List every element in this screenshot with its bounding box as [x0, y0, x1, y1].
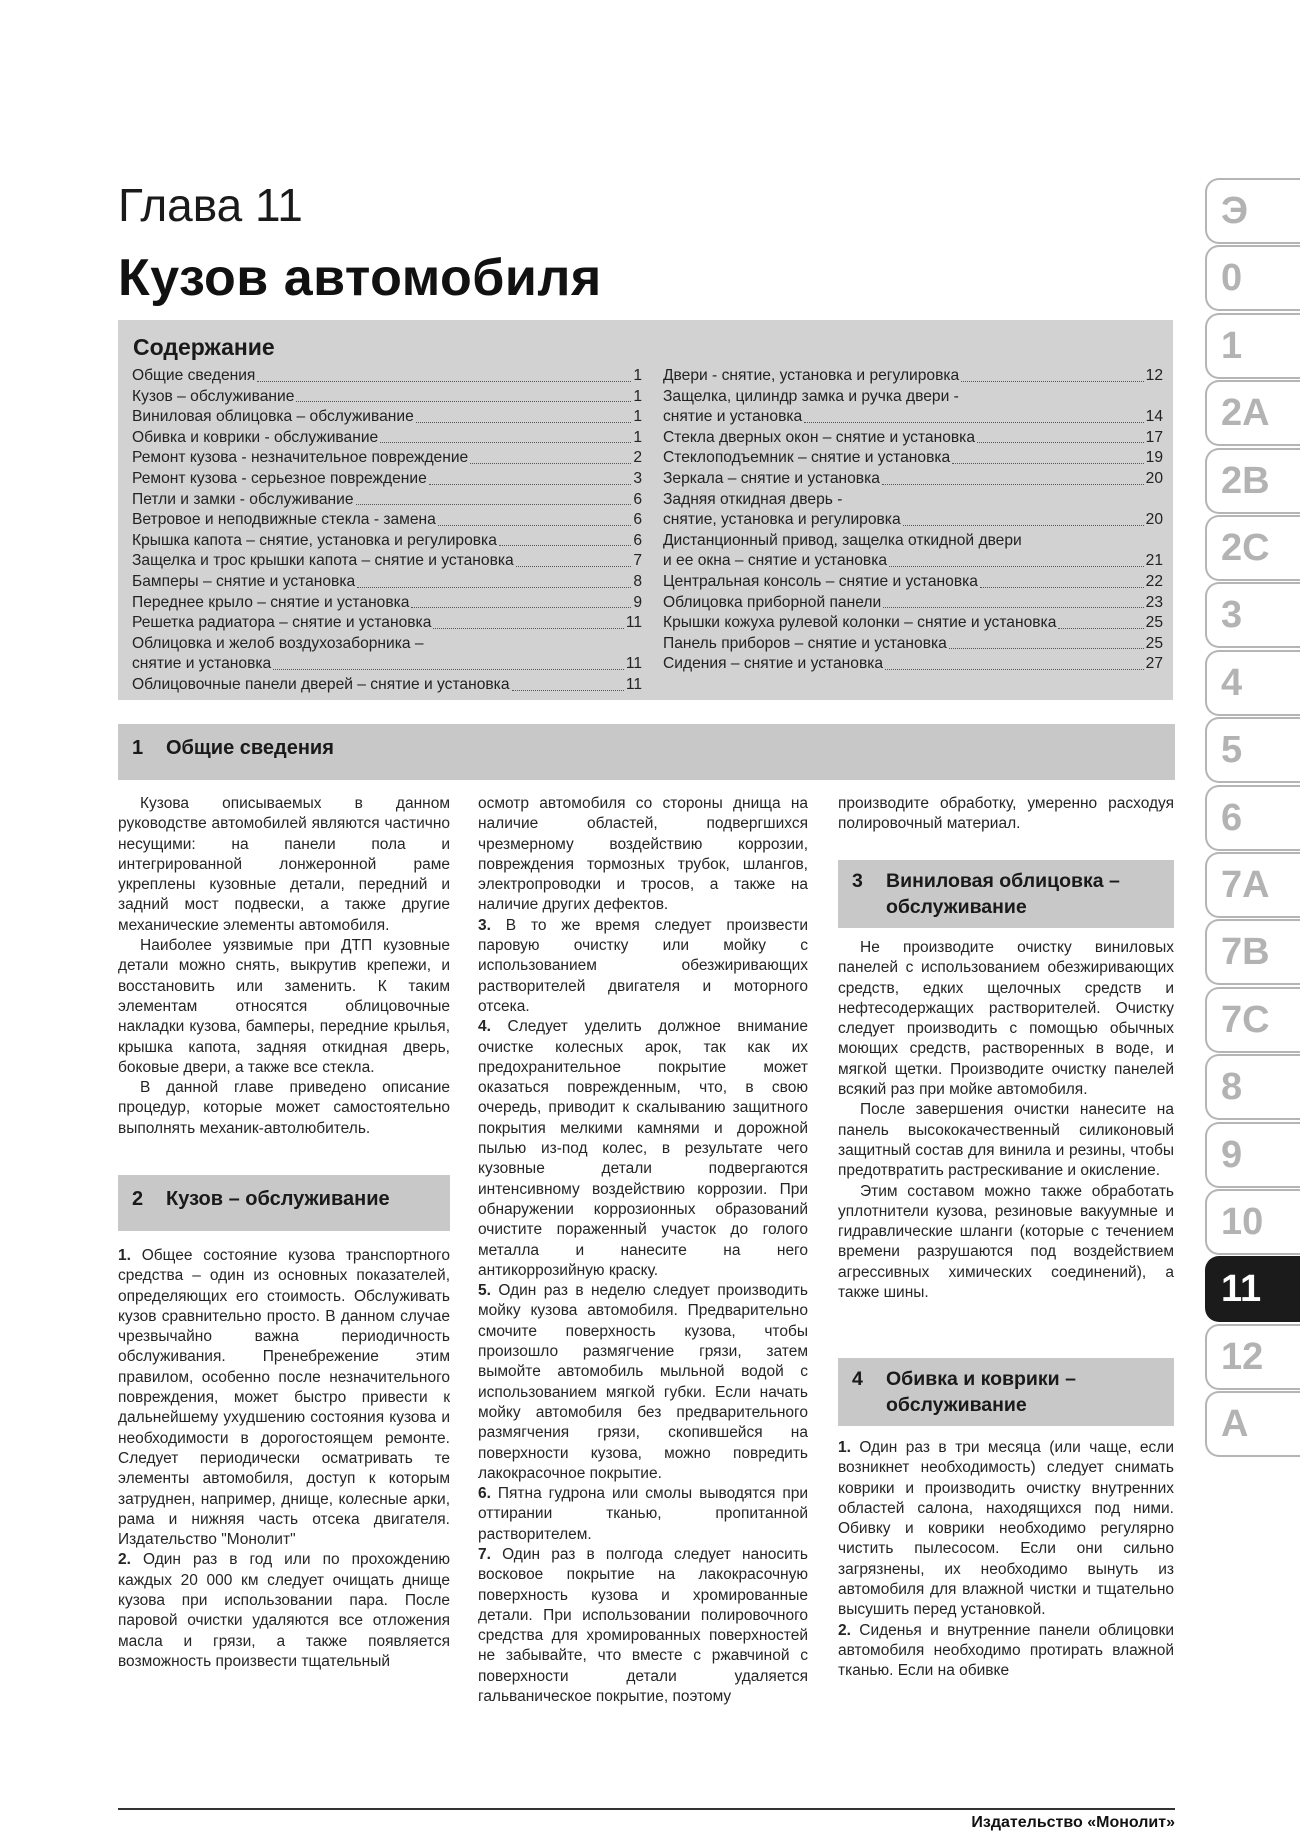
chapter-tab-label: 6 [1221, 797, 1243, 839]
item-number: 1. [118, 1247, 131, 1264]
chapter-tab[interactable] [1205, 582, 1300, 648]
toc-leader-dots [356, 504, 632, 505]
footer-divider [118, 1808, 1175, 1810]
table-of-contents [118, 320, 1173, 700]
toc-entry-title: Центральная консоль – снятие и установка [663, 572, 978, 590]
toc-entry [132, 572, 642, 593]
toc-entry [132, 469, 642, 490]
chapter-tab-label: 2A [1221, 392, 1270, 434]
chapter-tab[interactable] [1205, 178, 1300, 244]
toc-entry-title: Сидения – снятие и установка [663, 655, 884, 673]
toc-entry [132, 593, 642, 614]
paragraph-text: Один раз в год или по прохождению каждых 20 000 км следует очищать днище кузова при использовании пара. После паровой очистки удаляются все отложения масла и грязи, а также появляется возможность произвести тщательный [118, 1551, 450, 1670]
chapter-tab-label: 12 [1221, 1336, 1264, 1378]
chapter-tab[interactable] [1205, 380, 1300, 446]
item-number: 1. [838, 1439, 851, 1456]
toc-entry-page: 23 [1145, 593, 1163, 611]
paragraph-text: Один раз в неделю следует производить мойку кузова автомобиля. Предварительно смочите поверхность кузова, чтобы произошло размягчение грязи, затем вымойте автомобиль мыльной водой с использованием мягкой губки. Если начать мойку автомобиля без предварительного размягчения грязи, скопившейся на поверхности кузова, можно повредить лакокрасочное покрытие. [478, 1282, 808, 1482]
section-title: Кузов – обслуживание [166, 1188, 390, 1210]
toc-entry-page: 6 [633, 531, 642, 549]
toc-leader-dots [882, 484, 1144, 485]
toc-entry-page: 6 [633, 490, 642, 508]
toc-entry-title: Панель приборов – снятие и установка [663, 634, 947, 652]
toc-entry-title: снятие, установка и регулировка [663, 511, 901, 529]
paragraph-text: Один раз в полгода следует наносить восковое покрытие на лакокрасочную поверхность кузова и хромированные детали. При использовании полировочного средства для хромированных поверхностей не забывайте, что вместе с ржавчиной с поверхности детали удаляется гальваническое покрытие, поэтому [478, 1545, 808, 1706]
chapter-tab-label: 8 [1221, 1066, 1243, 1108]
toc-entry-title: Защелка, цилиндр замка и ручка двери - [663, 387, 959, 405]
paragraph: Этим составом можно также обработать уплотнители кузова, резиновые вакуумные и гидравлические шланги (которые с течением времени разрушаются под воздействием агрессивных химических соединений), а также шины. [838, 1182, 1174, 1302]
toc-entry-title: Ремонт кузова - серьезное повреждение [132, 469, 427, 487]
toc-entry-page: 7 [633, 552, 642, 570]
item-number: 6. [478, 1485, 491, 1503]
toc-leader-dots [470, 463, 631, 464]
chapter-tab[interactable] [1205, 785, 1300, 851]
item-number: 2. [118, 1551, 131, 1569]
toc-leader-dots [1058, 628, 1143, 629]
toc-entry-title: Крышка капота – снятие, установка и регулировка [132, 531, 497, 549]
paragraph-text: Один раз в три месяца (или чаще, если возникнет необходимость) следует снимать коврики и производить очистку внутренних областей салона, находящихся под ними. Обивку и коврики необходимо регулярно чистить пылесосом. Если они сильно загрязнены, их необходимо вынуть из автомобиля для влажной чистки и тщательно высушить перед установкой. [838, 1439, 1174, 1619]
paragraph: производите обработку, умеренно расходуя полировочный материал. [838, 795, 1174, 833]
toc-leader-dots [411, 607, 631, 608]
toc-entry-page: 17 [1145, 428, 1163, 446]
toc-leader-dots [961, 381, 1143, 382]
paragraph [478, 1545, 808, 1707]
toc-entry-title: Крышки кожуха рулевой колонки – снятие и установка [663, 614, 1057, 632]
chapter-tab[interactable] [1205, 1391, 1300, 1457]
paragraph [478, 1484, 808, 1545]
toc-entry [663, 654, 1163, 675]
toc-entry [132, 366, 642, 387]
chapter-tab-label: 7C [1221, 999, 1270, 1041]
toc-entry-title: Решетка радиатора – снятие и установка [132, 614, 432, 632]
toc-heading: Содержание [133, 334, 275, 360]
chapter-tab-label: A [1221, 1403, 1249, 1445]
toc-left-column [132, 366, 642, 696]
toc-entry-page: 25 [1145, 634, 1163, 652]
toc-entry-page: 1 [633, 408, 642, 426]
toc-entry-page: 11 [625, 675, 642, 693]
text-column-3-cont2 [838, 1438, 1174, 1682]
toc-entry [663, 448, 1163, 469]
toc-entry-page: 27 [1145, 655, 1163, 673]
toc-leader-dots [429, 484, 632, 485]
chapter-title: Кузов автомобиля [118, 249, 602, 307]
toc-entry-page: 25 [1145, 614, 1163, 632]
section-title-line-2: обслуживание [886, 1394, 1027, 1416]
toc-leader-dots [804, 422, 1143, 423]
paragraph: Наиболее уязвимые при ДТП кузовные детали можно снять, выкрутив крепежи, и восстановить или заменить. К таким элементам относятся облицовочные накладки кузова, бамперы, передние крылья, крышка капота, задняя откидная дверь, боковые двери, а также все стекла. [118, 937, 450, 1076]
paragraph [478, 1281, 808, 1484]
toc-entry-title: и ее окна – снятие и установка [663, 552, 888, 570]
paragraph [838, 1438, 1174, 1621]
toc-entry-title: Бамперы – снятие и установка [132, 572, 356, 590]
item-number: 4. [478, 1018, 491, 1036]
item-number: 7. [478, 1545, 491, 1563]
toc-entry [132, 654, 642, 675]
toc-entry [663, 613, 1163, 634]
text-column-1 [118, 794, 450, 1139]
toc-entry-page: 22 [1145, 572, 1163, 590]
toc-entry-page: 1 [633, 387, 642, 405]
toc-entry [663, 572, 1163, 593]
toc-entry [132, 510, 642, 531]
chapter-tab[interactable] [1205, 1256, 1300, 1322]
chapter-tab-label: 11 [1221, 1268, 1262, 1310]
toc-entry-title: Ремонт кузова - незначительное повреждение [132, 449, 469, 467]
toc-leader-dots [949, 648, 1144, 649]
paragraph-text: Сиденья и внутренние панели облицовки автомобиля необходимо протирать влажной тканью. Если на обивке [838, 1621, 1174, 1680]
chapter-tab-label: 9 [1221, 1134, 1243, 1176]
toc-leader-dots [433, 628, 623, 629]
toc-entry [663, 634, 1163, 655]
toc-entry [132, 407, 642, 428]
toc-entry [132, 448, 642, 469]
item-number: 5. [478, 1282, 491, 1300]
toc-entry-page: 19 [1145, 449, 1163, 467]
toc-entry-title: снятие и установка [663, 408, 803, 426]
paragraph: осмотр автомобиля со стороны днища на наличие областей, подвергшихся чрезмерному воздействию коррозии, повреждения тормозных трубок, шлангов, электропроводки и тросов, а также на наличие других дефектов. [478, 795, 808, 914]
chapter-tab[interactable] [1205, 717, 1300, 783]
chapter-tab-label: 10 [1221, 1201, 1264, 1243]
toc-entry [663, 510, 1163, 531]
chapter-tab[interactable] [1205, 852, 1300, 918]
toc-entry [663, 551, 1163, 572]
toc-entry-title: Облицовка и желоб воздухозаборника – [132, 634, 424, 652]
toc-entry-title: Кузов – обслуживание [132, 387, 295, 405]
text-column-3-cont [838, 938, 1174, 1303]
chapter-tab[interactable] [1205, 515, 1300, 581]
section-number: 3 [852, 870, 863, 892]
toc-entry-title: Обивка и коврики - обслуживание [132, 428, 379, 446]
paragraph-text: Пятна гудрона или смолы выводятся при оттирании тканью, пропитанной растворителем. [478, 1485, 808, 1543]
text-column-1-cont [118, 1246, 450, 1672]
paragraph: Не производите очистку виниловых панелей с использованием обезжиривающих средств, едких щелочных средств и нефтесодержащих растворителей. Очистку следует производить с помощью обычных моющих средств, растворенных в воде, и мягкой щетки. Производите очистку панелей всякий раз при мойке автомобиля. [838, 939, 1174, 1099]
toc-entry-page: 1 [633, 428, 642, 446]
toc-entry-page: 14 [1145, 408, 1163, 426]
section-number: 1 [132, 737, 144, 759]
toc-entry-title: Петли и замки - обслуживание [132, 490, 354, 508]
section-number: 2 [132, 1188, 144, 1210]
chapter-tab-label: Э [1221, 190, 1249, 232]
toc-entry-page: 6 [633, 511, 642, 529]
item-number: 3. [478, 916, 491, 934]
chapter-tab-label: 5 [1221, 729, 1243, 771]
toc-leader-dots [296, 401, 631, 402]
chapter-tab[interactable] [1205, 1189, 1300, 1255]
toc-entry [132, 490, 642, 511]
paragraph: В данной главе приведено описание процедур, которые может самостоятельно выполнять механик-автолюбитель. [118, 1079, 450, 1137]
toc-entry [132, 613, 642, 634]
paragraph [478, 1017, 808, 1281]
toc-entry [132, 531, 642, 552]
toc-leader-dots [257, 381, 631, 382]
toc-entry-page: 20 [1145, 469, 1163, 487]
chapter-tab-label: 0 [1221, 257, 1243, 299]
chapter-tab-label: 1 [1221, 325, 1243, 367]
toc-entry-title: Защелка и трос крышки капота – снятие и установка [132, 552, 514, 570]
section-title-line-2: обслуживание [886, 896, 1027, 918]
toc-entry-page: 9 [633, 593, 642, 611]
toc-leader-dots [416, 422, 632, 423]
toc-entry-title: Задняя откидная дверь - [663, 490, 843, 508]
toc-entry-title: снятие и установка [132, 655, 272, 673]
section-title-line-1: Обивка и коврики – [886, 1368, 1076, 1390]
toc-entry-title: Переднее крыло – снятие и установка [132, 593, 410, 611]
paragraph [118, 1246, 450, 1550]
chapter-tab[interactable] [1205, 313, 1300, 379]
chapter-tab[interactable] [1205, 987, 1300, 1053]
toc-entry-page: 1 [633, 367, 642, 384]
toc-leader-dots [952, 463, 1143, 464]
toc-leader-dots [512, 690, 624, 691]
chapter-tab[interactable] [1205, 448, 1300, 514]
chapter-tab-label: 3 [1221, 594, 1243, 636]
toc-leader-dots [516, 566, 632, 567]
toc-entry [132, 387, 642, 408]
toc-entry [132, 428, 642, 449]
section-number: 4 [852, 1368, 863, 1390]
toc-entry-title: Зеркала – снятие и установка [663, 469, 880, 487]
paragraph-text: В то же время следует произвести паровую очистку или мойку с использованием обезжиривающих растворителей двигателя и моторного отсека. [478, 916, 808, 1015]
chapter-tab-label: 4 [1221, 662, 1243, 704]
chapter-tab-label: 2C [1221, 527, 1270, 569]
toc-entry-page: 11 [625, 655, 642, 673]
chapter-tab-label: 2B [1221, 460, 1270, 502]
toc-leader-dots [903, 525, 1144, 526]
chapter-tab[interactable] [1205, 650, 1300, 716]
toc-entry-page: 21 [1145, 552, 1163, 570]
item-number: 2. [838, 1621, 851, 1639]
toc-leader-dots [380, 442, 631, 443]
paragraph [838, 1621, 1174, 1682]
chapter-tab[interactable] [1205, 245, 1300, 311]
toc-entry-page: 2 [633, 449, 642, 467]
toc-entry-title: Общие сведения [132, 367, 256, 384]
toc-leader-dots [889, 566, 1144, 567]
footer-publisher: Издательство «Монолит» [971, 1814, 1175, 1831]
toc-entry [663, 407, 1163, 428]
toc-entry-title: Облицовочные панели дверей – снятие и установка [132, 675, 510, 693]
toc-entry [663, 428, 1163, 449]
toc-leader-dots [438, 525, 631, 526]
toc-leader-dots [977, 442, 1144, 443]
toc-entry-title: Виниловая облицовка – обслуживание [132, 408, 414, 426]
chapter-tab[interactable] [1205, 1324, 1300, 1390]
paragraph-text: Общее состояние кузова транспортного средства – один из основных показателей, определяющих его стоимость. Обслуживать кузов сравнительно просто. В данном случае чрезвычайно важна периодичность обслуживания. Пренебрежение этим правилом, особенно после незначительного повреждения, может быстро привести к дальнейшему ухудшению состояния кузова и необходимости в дорогостоящем ремонте. Следует периодически осматривать те элементы автомобиля, доступ к которым затруднен, например, днище, колесные арки, рама и нижняя часть отсека двигателя. Издательство "Монолит" [118, 1247, 450, 1549]
chapter-tab[interactable] [1205, 1054, 1300, 1120]
toc-entry-title: Стекла дверных окон – снятие и установка [663, 428, 976, 446]
toc-leader-dots [980, 587, 1144, 588]
toc-entry-page: 12 [1145, 367, 1163, 384]
toc-right-column [663, 366, 1163, 675]
toc-entry [663, 593, 1163, 614]
toc-entry-title: Двери - снятие, установка и регулировка [663, 367, 960, 384]
section-1-header [118, 724, 1175, 780]
text-column-3 [838, 794, 1174, 835]
section-title: Общие сведения [166, 737, 334, 759]
toc-entry-title: Облицовка приборной панели [663, 593, 882, 611]
toc-entry [132, 675, 642, 696]
toc-entry [663, 469, 1163, 490]
paragraph [118, 1550, 450, 1672]
paragraph: Кузова описываемых в данном руководстве автомобилей являются частично несущими: на панели пола и интегрированной лонжеронной раме укреплены кузовные детали, передний и задний мост подвески, а также другие механические элементы автомобиля. [118, 795, 450, 934]
toc-leader-dots [499, 545, 631, 546]
chapter-tab[interactable] [1205, 1122, 1300, 1188]
toc-entry-title: Стеклоподъемник – снятие и установка [663, 449, 951, 467]
section-4-header [838, 1358, 1174, 1426]
toc-entry-title: Дистанционный привод, защелка откидной двери [663, 531, 1022, 549]
section-title-line-1: Виниловая облицовка – [886, 870, 1120, 892]
paragraph: После завершения очистки нанесите на панель высококачественный силиконовый защитный состав для винила и резины, чтобы предотвратить растрескивание и окисление. [838, 1101, 1174, 1180]
toc-leader-dots [357, 587, 631, 588]
chapter-tab-label: 7A [1221, 864, 1270, 906]
paragraph-text: Следует уделить должное внимание очистке колесных арок, так как их предохранительное покрытие может оказаться поврежденным, что, в свою очередь, приводит к скалыванию защитного покрытия мелкими камнями и дорожной пылью из-под колес, в результате чего кузовные детали подвергаются интенсивному воздействию коррозии. При обнаружении коррозионных образований очистите пораженный участок до голого металла и нанесите на него антикоррозийную краску. [478, 1018, 808, 1279]
toc-entry-page: 20 [1145, 511, 1163, 529]
toc-entry [132, 551, 642, 572]
section-3-header [838, 860, 1174, 928]
chapter-number: Глава 11 [118, 179, 303, 231]
toc-leader-dots [883, 607, 1143, 608]
toc-entry [663, 366, 1163, 387]
toc-entry-title: Ветровое и неподвижные стекла - замена [132, 511, 436, 529]
paragraph [478, 916, 808, 1017]
toc-entry-page: 11 [625, 614, 642, 632]
text-column-2 [478, 794, 808, 1707]
toc-entry-page: 3 [633, 469, 642, 487]
toc-leader-dots [885, 669, 1144, 670]
section-2-header [118, 1175, 450, 1231]
toc-leader-dots [273, 669, 624, 670]
toc-entry-page: 8 [633, 572, 642, 590]
chapter-tab[interactable] [1205, 919, 1300, 985]
chapter-tab-label: 7B [1221, 931, 1270, 973]
